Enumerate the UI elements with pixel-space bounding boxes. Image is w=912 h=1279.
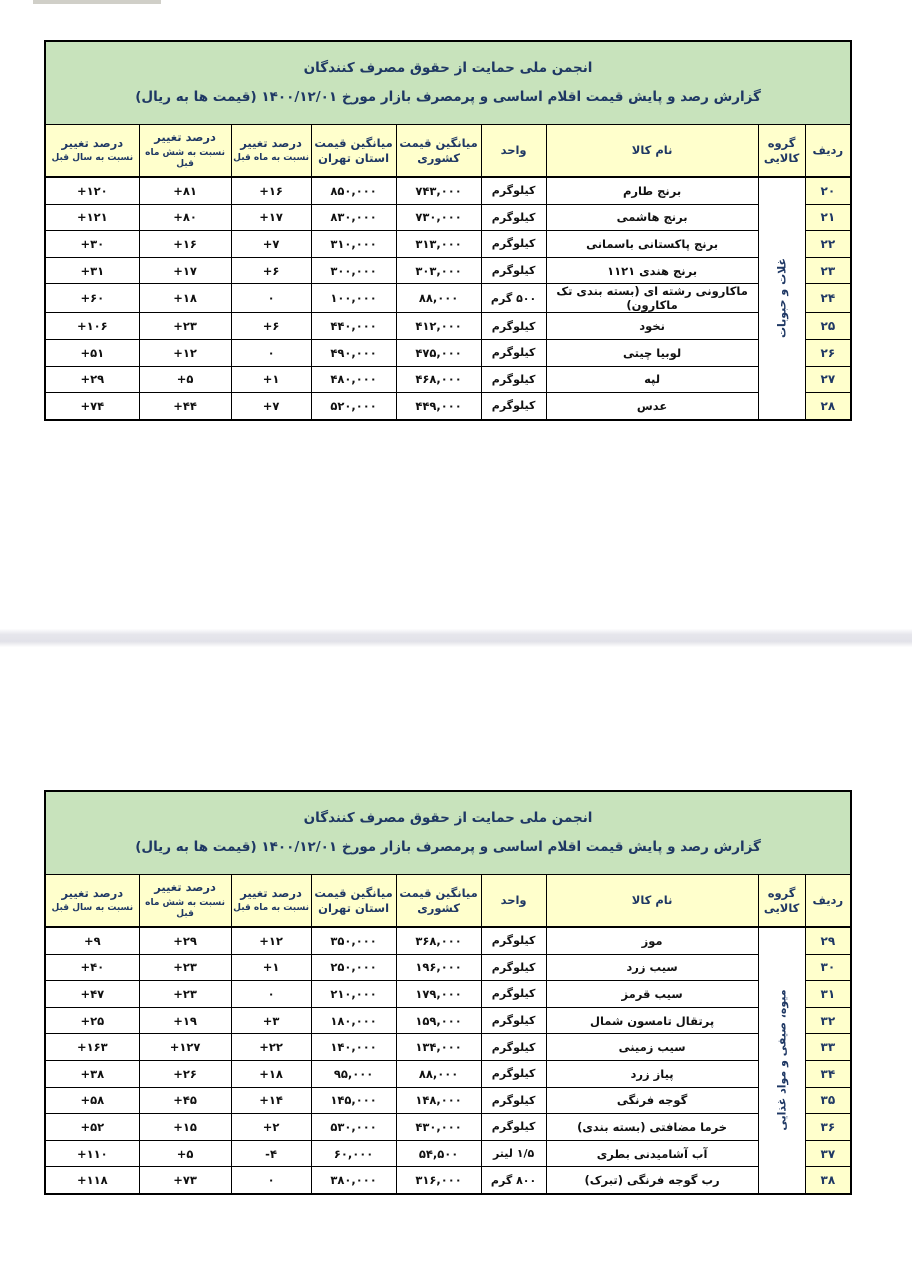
row-number-cell: ۳۵ [805,1087,851,1114]
report-title-band [45,791,851,875]
tehran-avg-price-cell: ۲۵۰,۰۰۰ [311,954,396,981]
pct-change-vs-6-months-cell: +۱۲۷ [139,1034,231,1061]
tehran-avg-price-cell: ۱۴۵,۰۰۰ [311,1087,396,1114]
pct-change-vs-6-months-cell: +۲۶ [139,1060,231,1087]
report-title-band [45,41,851,125]
tehran-avg-price-cell: ۱۴۰,۰۰۰ [311,1034,396,1061]
table-row [45,313,851,340]
product-name-cell: آب آشامیدنی بطری [546,1140,758,1167]
row-number-cell: ۲۹ [805,927,851,954]
pct-change-vs-prev-year-cell: +۹ [45,927,139,954]
report-subtitle: گزارش رصد و پایش قیمت اقلام اساسی و پرمصرف بازار مورخ ۱۴۰۰/۱۲/۰۱ (قیمت ها به ریال) [135,839,761,855]
national-avg-price-cell: ۷۳۰,۰۰۰ [396,204,481,231]
pct-change-vs-6-months-cell: +۲۹ [139,927,231,954]
national-avg-price-cell: ۸۸,۰۰۰ [396,1060,481,1087]
tehran-avg-price-cell: ۱۰۰,۰۰۰ [311,284,396,313]
unit-cell: ۵۰۰ گرم [481,284,546,313]
pct-change-vs-6-months-cell: +۲۳ [139,954,231,981]
national-avg-price-cell: ۵۴,۵۰۰ [396,1140,481,1167]
unit-cell: کیلوگرم [481,339,546,366]
tehran-avg-price-cell: ۳۰۰,۰۰۰ [311,257,396,284]
table-row [45,1034,851,1061]
pct-change-vs-6-months-cell: +۱۷ [139,257,231,284]
pct-change-vs-prev-month-cell: +۱۷ [231,204,311,231]
unit-cell: کیلوگرم [481,366,546,393]
tehran-avg-price-cell: ۸۳۰,۰۰۰ [311,204,396,231]
pct-change-vs-6-months-cell: +۵ [139,1140,231,1167]
org-title: انجمن ملی حمایت از حقوق مصرف کنندگان [303,60,593,77]
table-row [45,1060,851,1087]
col-tehran-avg-price: میانگین قیمت استان تهران [311,875,396,928]
pct-change-vs-prev-month-cell: ۰ [231,284,311,313]
pct-change-vs-6-months-cell: +۴۴ [139,393,231,420]
col-product-group: گروه کالایی [758,875,805,928]
product-group-label: میوه، صیفی و مواد غذایی [775,989,789,1132]
table-row [45,927,851,954]
tehran-avg-price-cell: ۱۸۰,۰۰۰ [311,1007,396,1034]
pct-change-vs-prev-year-cell: +۵۲ [45,1114,139,1141]
table-row [45,1114,851,1141]
table-row [45,981,851,1008]
pct-change-vs-prev-year-cell: +۷۴ [45,393,139,420]
table-row [45,1087,851,1114]
table-row [45,1140,851,1167]
col-pct-change-6month: درصد تغییر نسبت به شش ماه قبل [139,875,231,928]
table-row [45,339,851,366]
table-row [45,177,851,204]
org-title: انجمن ملی حمایت از حقوق مصرف کنندگان [303,810,593,827]
unit-cell: کیلوگرم [481,954,546,981]
row-number-cell: ۳۱ [805,981,851,1008]
pct-change-vs-prev-month-cell: +۷ [231,231,311,258]
page-divider [0,629,912,647]
col-unit: واحد [481,125,546,178]
col-product-group: گروه کالایی [758,125,805,178]
pct-change-vs-prev-year-cell: +۵۱ [45,339,139,366]
pct-change-vs-prev-year-cell: +۱۱۸ [45,1167,139,1194]
pct-change-vs-prev-year-cell: +۱۱۰ [45,1140,139,1167]
row-number-cell: ۳۴ [805,1060,851,1087]
price-table [44,790,852,1195]
product-name-cell: پیاز زرد [546,1060,758,1087]
price-report-table-2 [44,790,852,1195]
column-header-row [45,125,851,178]
row-number-cell: ۲۴ [805,284,851,313]
col-row-number: ردیف [805,125,851,178]
pct-change-vs-6-months-cell: +۵ [139,366,231,393]
product-name-cell: خرما مضافتی (بسته بندی) [546,1114,758,1141]
pct-change-vs-6-months-cell: +۱۵ [139,1114,231,1141]
row-number-cell: ۳۲ [805,1007,851,1034]
col-pct-change-month: درصد تغییر نسبت به ماه قبل [231,875,311,928]
col-national-avg-price: میانگین قیمت کشوری [396,875,481,928]
table-row [45,284,851,313]
pct-change-vs-6-months-cell: +۸۰ [139,204,231,231]
tehran-avg-price-cell: ۳۸۰,۰۰۰ [311,1167,396,1194]
row-number-cell: ۲۶ [805,339,851,366]
unit-cell: کیلوگرم [481,177,546,204]
price-report-table-1 [44,40,852,421]
product-name-cell: سیب قرمز [546,981,758,1008]
pct-change-vs-prev-year-cell: +۶۰ [45,284,139,313]
pct-change-vs-prev-month-cell: ۰ [231,339,311,366]
col-product-name: نام کالا [546,875,758,928]
unit-cell: ۸۰۰ گرم [481,1167,546,1194]
table-row [45,393,851,420]
product-name-cell: نخود [546,313,758,340]
tehran-avg-price-cell: ۳۵۰,۰۰۰ [311,927,396,954]
product-name-cell: برنج هاشمی [546,204,758,231]
row-number-cell: ۳۳ [805,1034,851,1061]
national-avg-price-cell: ۳۱۶,۰۰۰ [396,1167,481,1194]
national-avg-price-cell: ۱۷۹,۰۰۰ [396,981,481,1008]
pct-change-vs-prev-year-cell: +۱۲۱ [45,204,139,231]
unit-cell: کیلوگرم [481,1060,546,1087]
product-name-cell: ماکارونی رشته ای (بسته بندی تک ماکارون) [546,284,758,313]
national-avg-price-cell: ۷۴۳,۰۰۰ [396,177,481,204]
pct-change-vs-prev-month-cell: +۱۶ [231,177,311,204]
report-subtitle: گزارش رصد و پایش قیمت اقلام اساسی و پرمصرف بازار مورخ ۱۴۰۰/۱۲/۰۱ (قیمت ها به ریال) [135,89,761,105]
col-unit: واحد [481,875,546,928]
national-avg-price-cell: ۱۵۹,۰۰۰ [396,1007,481,1034]
row-number-cell: ۲۸ [805,393,851,420]
pct-change-vs-6-months-cell: +۱۲ [139,339,231,366]
pct-change-vs-prev-year-cell: +۲۹ [45,366,139,393]
col-pct-change-year: درصد تغییر نسبت به سال قبل [45,875,139,928]
column-header-row [45,875,851,928]
pct-change-vs-6-months-cell: +۲۳ [139,313,231,340]
product-name-cell: سیب زمینی [546,1034,758,1061]
product-group-cell [758,177,805,420]
top-edge-ui-fragment [33,0,161,4]
pct-change-vs-prev-year-cell: +۴۰ [45,954,139,981]
col-product-name: نام کالا [546,125,758,178]
pct-change-vs-prev-year-cell: +۳۱ [45,257,139,284]
unit-cell: کیلوگرم [481,313,546,340]
national-avg-price-cell: ۳۱۳,۰۰۰ [396,231,481,258]
pct-change-vs-prev-year-cell: +۳۸ [45,1060,139,1087]
national-avg-price-cell: ۱۹۶,۰۰۰ [396,954,481,981]
tehran-avg-price-cell: ۶۰,۰۰۰ [311,1140,396,1167]
pct-change-vs-6-months-cell: +۱۶ [139,231,231,258]
product-name-cell: لپه [546,366,758,393]
product-name-cell: لوبیا چیتی [546,339,758,366]
pct-change-vs-6-months-cell: +۴۵ [139,1087,231,1114]
national-avg-price-cell: ۴۶۸,۰۰۰ [396,366,481,393]
unit-cell: کیلوگرم [481,927,546,954]
national-avg-price-cell: ۱۳۴,۰۰۰ [396,1034,481,1061]
national-avg-price-cell: ۴۷۵,۰۰۰ [396,339,481,366]
unit-cell: کیلوگرم [481,1114,546,1141]
unit-cell: کیلوگرم [481,1034,546,1061]
pct-change-vs-prev-month-cell: -۴ [231,1140,311,1167]
pct-change-vs-prev-month-cell: +۲۲ [231,1034,311,1061]
national-avg-price-cell: ۴۱۲,۰۰۰ [396,313,481,340]
row-number-cell: ۲۳ [805,257,851,284]
row-number-cell: ۲۱ [805,204,851,231]
title-row [45,41,851,125]
unit-cell: کیلوگرم [481,1087,546,1114]
unit-cell: ۱/۵ لیتر [481,1140,546,1167]
pct-change-vs-prev-month-cell: +۳ [231,1007,311,1034]
table-row [45,954,851,981]
col-national-avg-price: میانگین قیمت کشوری [396,125,481,178]
pct-change-vs-6-months-cell: +۷۳ [139,1167,231,1194]
pct-change-vs-prev-year-cell: +۳۰ [45,231,139,258]
pct-change-vs-prev-month-cell: +۱ [231,954,311,981]
unit-cell: کیلوگرم [481,1007,546,1034]
product-name-cell: رب گوجه فرنگی (تبرک) [546,1167,758,1194]
table-row [45,231,851,258]
pct-change-vs-6-months-cell: +۸۱ [139,177,231,204]
table-row [45,257,851,284]
tehran-avg-price-cell: ۹۵,۰۰۰ [311,1060,396,1087]
pct-change-vs-prev-year-cell: +۱۰۶ [45,313,139,340]
product-name-cell: عدس [546,393,758,420]
pct-change-vs-6-months-cell: +۲۳ [139,981,231,1008]
row-number-cell: ۳۸ [805,1167,851,1194]
national-avg-price-cell: ۸۸,۰۰۰ [396,284,481,313]
pct-change-vs-prev-month-cell: ۰ [231,981,311,1008]
table-row [45,204,851,231]
unit-cell: کیلوگرم [481,981,546,1008]
tehran-avg-price-cell: ۵۳۰,۰۰۰ [311,1114,396,1141]
title-row [45,791,851,875]
row-number-cell: ۳۶ [805,1114,851,1141]
pct-change-vs-prev-month-cell: +۶ [231,313,311,340]
tehran-avg-price-cell: ۴۹۰,۰۰۰ [311,339,396,366]
pct-change-vs-prev-month-cell: +۱۸ [231,1060,311,1087]
pct-change-vs-prev-month-cell: +۱۲ [231,927,311,954]
pct-change-vs-prev-year-cell: +۲۵ [45,1007,139,1034]
pct-change-vs-prev-month-cell: ۰ [231,1167,311,1194]
national-avg-price-cell: ۴۴۹,۰۰۰ [396,393,481,420]
national-avg-price-cell: ۱۴۸,۰۰۰ [396,1087,481,1114]
row-number-cell: ۲۲ [805,231,851,258]
product-name-cell: گوجه فرنگی [546,1087,758,1114]
national-avg-price-cell: ۴۳۰,۰۰۰ [396,1114,481,1141]
col-pct-change-month: درصد تغییر نسبت به ماه قبل [231,125,311,178]
tehran-avg-price-cell: ۵۲۰,۰۰۰ [311,393,396,420]
col-pct-change-6month: درصد تغییر نسبت به شش ماه قبل [139,125,231,178]
row-number-cell: ۲۷ [805,366,851,393]
table-row [45,1167,851,1194]
table-row [45,366,851,393]
pct-change-vs-prev-month-cell: +۱۴ [231,1087,311,1114]
row-number-cell: ۳۷ [805,1140,851,1167]
unit-cell: کیلوگرم [481,257,546,284]
product-name-cell: پرتقال تامسون شمال [546,1007,758,1034]
pct-change-vs-6-months-cell: +۱۹ [139,1007,231,1034]
product-group-label: غلات و حبوبات [775,258,789,339]
pct-change-vs-prev-month-cell: +۶ [231,257,311,284]
col-row-number: ردیف [805,875,851,928]
unit-cell: کیلوگرم [481,231,546,258]
tehran-avg-price-cell: ۴۴۰,۰۰۰ [311,313,396,340]
tehran-avg-price-cell: ۴۸۰,۰۰۰ [311,366,396,393]
national-avg-price-cell: ۳۶۸,۰۰۰ [396,927,481,954]
product-name-cell: برنج هندی ۱۱۲۱ [546,257,758,284]
pct-change-vs-prev-year-cell: +۱۶۳ [45,1034,139,1061]
table-row [45,1007,851,1034]
pct-change-vs-prev-year-cell: +۴۷ [45,981,139,1008]
unit-cell: کیلوگرم [481,204,546,231]
tehran-avg-price-cell: ۳۱۰,۰۰۰ [311,231,396,258]
product-name-cell: سیب زرد [546,954,758,981]
national-avg-price-cell: ۳۰۳,۰۰۰ [396,257,481,284]
pct-change-vs-prev-year-cell: +۱۲۰ [45,177,139,204]
row-number-cell: ۲۰ [805,177,851,204]
product-name-cell: برنج پاکستانی باسمانی [546,231,758,258]
price-table [44,40,852,421]
tehran-avg-price-cell: ۸۵۰,۰۰۰ [311,177,396,204]
product-group-cell [758,927,805,1194]
pct-change-vs-prev-year-cell: +۵۸ [45,1087,139,1114]
pct-change-vs-prev-month-cell: +۷ [231,393,311,420]
unit-cell: کیلوگرم [481,393,546,420]
tehran-avg-price-cell: ۲۱۰,۰۰۰ [311,981,396,1008]
pct-change-vs-prev-month-cell: +۲ [231,1114,311,1141]
product-name-cell: برنج طارم [546,177,758,204]
pct-change-vs-prev-month-cell: +۱ [231,366,311,393]
col-tehran-avg-price: میانگین قیمت استان تهران [311,125,396,178]
pct-change-vs-6-months-cell: +۱۸ [139,284,231,313]
row-number-cell: ۳۰ [805,954,851,981]
row-number-cell: ۲۵ [805,313,851,340]
product-name-cell: موز [546,927,758,954]
col-pct-change-year: درصد تغییر نسبت به سال قبل [45,125,139,178]
